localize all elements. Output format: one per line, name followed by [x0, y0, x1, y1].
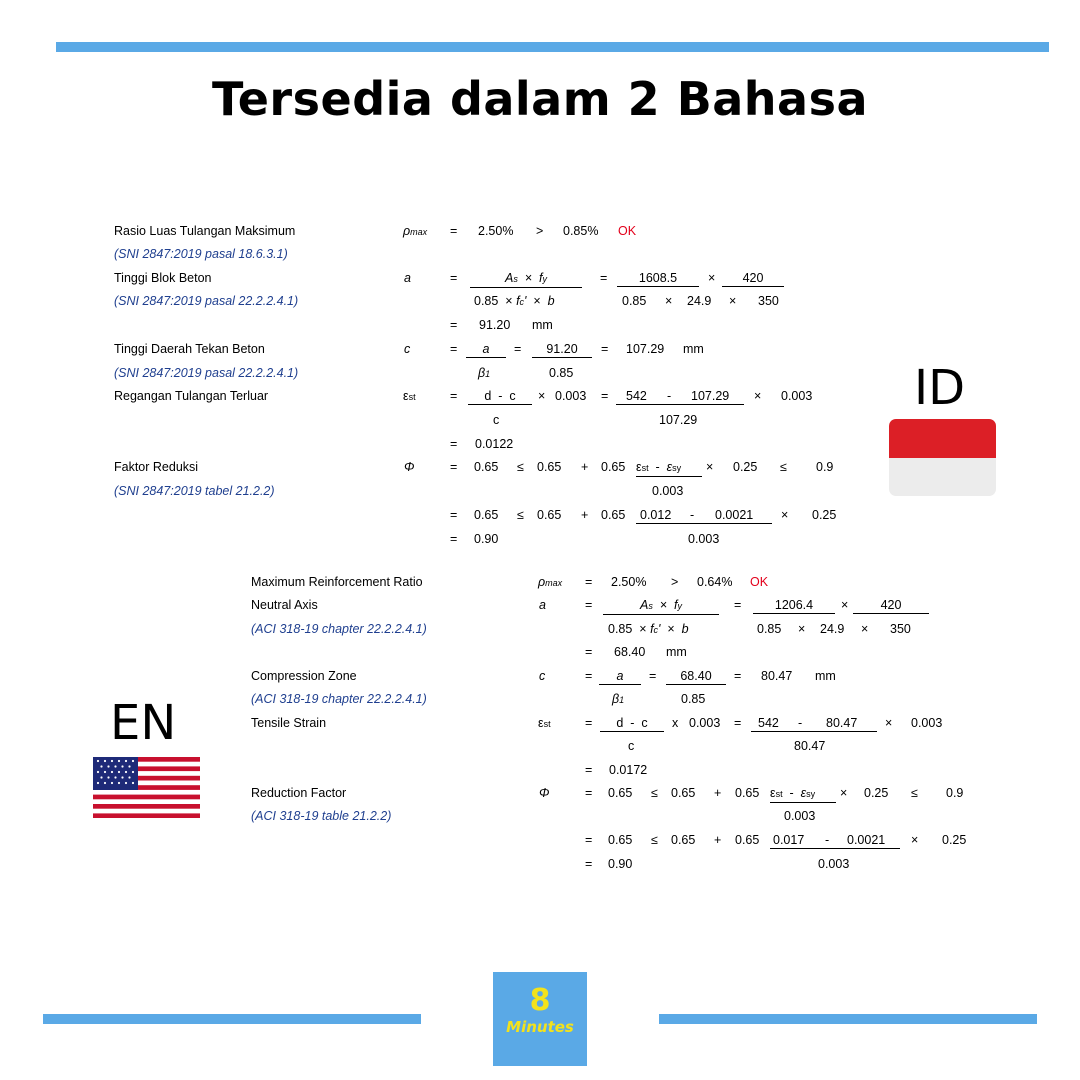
en-rho-compare: >: [671, 575, 679, 589]
leq-sign: ≤: [517, 508, 524, 522]
en-c-numerator: 68.40: [666, 669, 726, 685]
leq-sign: ≤: [517, 460, 524, 474]
en-phi-k: 0.25: [864, 786, 889, 800]
minus-sign: -: [690, 508, 695, 522]
bottom-divider-bar-right: [659, 1014, 1037, 1024]
en-e-denominator: 80.47: [794, 739, 826, 753]
equals-sign: =: [601, 342, 609, 356]
en-e-numerator-1: 542: [758, 716, 779, 730]
formula-a: a: [599, 669, 641, 685]
id-a-label: Tinggi Blok Beton: [114, 271, 212, 285]
equals-sign: =: [585, 669, 593, 683]
en-phi-k: 0.25: [942, 833, 967, 847]
en-a-result: 68.40: [614, 645, 646, 659]
formula-as-fy: As × fy: [470, 271, 582, 288]
times-sign: ×: [729, 294, 737, 308]
leq-sign: ≤: [780, 460, 787, 474]
id-e-denominator: 107.29: [659, 413, 698, 427]
id-a-result: 91.20: [479, 318, 511, 332]
id-rho-value: 2.50%: [478, 224, 514, 238]
en-phi-c: 0.65: [735, 833, 760, 847]
plus-sign: +: [581, 460, 589, 474]
en-e-numerator: [751, 716, 877, 732]
page-title: Tersedia dalam 2 Bahasa: [211, 72, 869, 126]
id-e-label: Regangan Tulangan Terluar: [114, 389, 269, 403]
id-rho-label: Rasio Luas Tulangan Maksimum: [114, 224, 296, 238]
unit-mm: mm: [666, 645, 687, 659]
en-phi-numerator-1: 0.017: [773, 833, 805, 847]
equals-sign: =: [585, 598, 593, 612]
en-phi-a: 0.65: [608, 786, 633, 800]
en-c-denominator: 0.85: [681, 692, 706, 706]
epsilon-st-symbol: εst: [538, 716, 551, 730]
equals-sign: =: [585, 786, 593, 800]
times-sign: ×: [708, 271, 716, 285]
equals-sign: =: [585, 857, 593, 871]
equals-sign: =: [450, 508, 458, 522]
id-e-numerator-1: 542: [626, 389, 647, 403]
id-phi-b: 0.65: [537, 508, 562, 522]
logo-number: 8: [529, 983, 551, 1018]
phi-symbol: Φ: [404, 460, 415, 474]
en-a-numerator-2: 420: [853, 598, 929, 614]
formula-c: c: [628, 739, 635, 753]
unit-mm: mm: [815, 669, 836, 683]
en-phi-result: 0.90: [608, 857, 633, 871]
id-rho-min: 0.85%: [563, 224, 599, 238]
times-sign: ×: [798, 622, 806, 636]
id-e-result: 0.0122: [475, 437, 514, 451]
equals-sign: =: [450, 460, 458, 474]
en-a-denominator-3: 350: [890, 622, 911, 636]
times-sign: ×: [911, 833, 919, 847]
id-phi-a: 0.65: [474, 508, 499, 522]
rho-max-symbol: ρmax: [538, 575, 563, 589]
times-sign: ×: [665, 294, 673, 308]
en-e-coefficient-2: 0.003: [911, 716, 943, 730]
en-phi-label: Reduction Factor: [251, 786, 347, 800]
equals-sign: =: [450, 271, 458, 285]
minus-sign: -: [667, 389, 672, 403]
id-phi-label: Faktor Reduksi: [114, 460, 199, 474]
id-a-reference: (SNI 2847:2019 pasal 22.2.2.4.1): [114, 294, 299, 308]
times-sign: ×: [754, 389, 762, 403]
id-rho-compare: >: [536, 224, 544, 238]
epsilon-st-symbol: εst: [403, 389, 416, 403]
a-symbol: a: [404, 271, 411, 285]
id-phi-numerator: [636, 508, 772, 524]
equals-sign: =: [450, 318, 458, 332]
id-c-numerator: 91.20: [532, 342, 592, 358]
equals-sign: =: [585, 833, 593, 847]
formula-a: a: [466, 342, 506, 358]
equals-sign: =: [601, 389, 609, 403]
id-e-numerator: [616, 389, 744, 405]
en-language-label: EN: [110, 695, 177, 751]
a-symbol: a: [539, 598, 546, 612]
plus-sign: +: [714, 786, 722, 800]
formula-denominator: 0.85 × fc' × b: [608, 622, 689, 636]
leq-sign: ≤: [651, 786, 658, 800]
id-phi-max: 0.9: [816, 460, 834, 474]
id-phi-result: 0.90: [474, 532, 499, 546]
phi-symbol: Φ: [539, 786, 550, 800]
id-a-denominator-3: 350: [758, 294, 779, 308]
id-rho-reference: (SNI 2847:2019 pasal 18.6.3.1): [114, 247, 288, 261]
equals-sign: =: [585, 763, 593, 777]
equals-sign: =: [585, 575, 593, 589]
equals-sign: =: [734, 598, 742, 612]
formula-epsilon-diff: εst - εsy: [636, 460, 702, 477]
unit-mm: mm: [532, 318, 553, 332]
en-c-reference: (ACI 318-19 chapter 22.2.2.4.1): [251, 692, 427, 706]
en-phi-a: 0.65: [608, 833, 633, 847]
id-phi-c: 0.65: [601, 508, 626, 522]
id-phi-denominator: 0.003: [688, 532, 720, 546]
top-divider-bar: [56, 42, 1049, 52]
id-a-denominator-1: 0.85: [622, 294, 647, 308]
en-phi-max: 0.9: [946, 786, 964, 800]
en-c-result: 80.47: [761, 669, 793, 683]
en-c-label: Compression Zone: [251, 669, 357, 683]
formula-c: c: [493, 413, 500, 427]
minus-sign: -: [825, 833, 830, 847]
en-phi-denominator: 0.003: [784, 809, 816, 823]
times-sign: x: [672, 716, 679, 730]
logo-word: Minutes: [506, 1018, 574, 1036]
usa-flag-icon: [93, 757, 200, 818]
id-phi-k: 0.25: [812, 508, 837, 522]
equals-sign: =: [450, 389, 458, 403]
en-e-coefficient: 0.003: [689, 716, 721, 730]
en-phi-b: 0.65: [671, 786, 696, 800]
id-a-denominator-2: 24.9: [687, 294, 712, 308]
id-a-numerator-1: 1608.5: [617, 271, 699, 287]
id-ok-badge: OK: [618, 224, 637, 238]
id-e-coefficient-2: 0.003: [781, 389, 813, 403]
en-a-denominator-2: 24.9: [820, 622, 845, 636]
id-e-numerator-2: 107.29: [691, 389, 730, 403]
unit-mm: mm: [683, 342, 704, 356]
id-phi-denominator: 0.003: [652, 484, 684, 498]
id-phi-a: 0.65: [474, 460, 499, 474]
8-minutes-logo: [493, 972, 587, 1066]
id-phi-k: 0.25: [733, 460, 758, 474]
en-e-label: Tensile Strain: [251, 716, 327, 730]
en-ok-badge: OK: [750, 575, 769, 589]
times-sign: ×: [706, 460, 714, 474]
id-phi-numerator-2: 0.0021: [715, 508, 754, 522]
c-symbol: c: [539, 669, 546, 683]
bottom-divider-bar-left: [43, 1014, 421, 1024]
rho-max-symbol: ρmax: [403, 224, 428, 238]
en-a-label: Neutral Axis: [251, 598, 318, 612]
plus-sign: +: [581, 508, 589, 522]
equals-sign: =: [649, 669, 657, 683]
equals-sign: =: [734, 669, 742, 683]
id-phi-c: 0.65: [601, 460, 626, 474]
formula-beta1: β1: [612, 692, 625, 706]
times-sign: ×: [885, 716, 893, 730]
plus-sign: +: [714, 833, 722, 847]
id-c-reference: (SNI 2847:2019 pasal 22.2.2.4.1): [114, 366, 299, 380]
equals-sign: =: [450, 532, 458, 546]
formula-denominator: 0.85 × fc' × b: [474, 294, 555, 308]
times-sign: ×: [538, 389, 546, 403]
id-phi-b: 0.65: [537, 460, 562, 474]
en-phi-b: 0.65: [671, 833, 696, 847]
times-sign: ×: [861, 622, 869, 636]
en-rho-value: 2.50%: [611, 575, 647, 589]
equals-sign: =: [585, 645, 593, 659]
id-c-result: 107.29: [626, 342, 665, 356]
leq-sign: ≤: [911, 786, 918, 800]
formula-d-minus-c: d - c: [468, 389, 532, 405]
en-phi-denominator: 0.003: [818, 857, 850, 871]
times-sign: ×: [781, 508, 789, 522]
equals-sign: =: [600, 271, 608, 285]
en-a-numerator-1: 1206.4: [753, 598, 835, 614]
en-phi-reference: (ACI 318-19 table 21.2.2): [251, 809, 392, 823]
id-e-coefficient: 0.003: [555, 389, 587, 403]
equals-sign: =: [514, 342, 522, 356]
formula-d-minus-c: d - c: [600, 716, 664, 732]
id-language-label: ID: [914, 360, 966, 416]
en-phi-numerator: [770, 833, 900, 849]
en-a-reference: (ACI 318-19 chapter 22.2.2.4.1): [251, 622, 427, 636]
id-a-numerator-2: 420: [722, 271, 784, 287]
c-symbol: c: [404, 342, 411, 356]
id-c-denominator: 0.85: [549, 366, 574, 380]
id-phi-reference: (SNI 2847:2019 tabel 21.2.2): [114, 484, 275, 498]
indonesia-flag-icon: [889, 419, 996, 496]
id-phi-numerator-1: 0.012: [640, 508, 672, 522]
en-a-denominator-1: 0.85: [757, 622, 782, 636]
equals-sign: =: [585, 716, 593, 730]
equals-sign: =: [450, 342, 458, 356]
formula-as-fy: As × fy: [603, 598, 719, 615]
times-sign: ×: [840, 786, 848, 800]
en-e-result: 0.0172: [609, 763, 648, 777]
equals-sign: =: [450, 437, 458, 451]
times-sign: ×: [841, 598, 849, 612]
equals-sign: =: [734, 716, 742, 730]
en-e-numerator-2: 80.47: [826, 716, 858, 730]
equals-sign: =: [450, 224, 458, 238]
formula-epsilon-diff: εst - εsy: [770, 786, 836, 803]
en-rho-label: Maximum Reinforcement Ratio: [251, 575, 423, 589]
en-phi-c: 0.65: [735, 786, 760, 800]
leq-sign: ≤: [651, 833, 658, 847]
formula-beta1: β1: [478, 366, 491, 380]
en-rho-min: 0.64%: [697, 575, 733, 589]
id-c-label: Tinggi Daerah Tekan Beton: [114, 342, 265, 356]
en-phi-numerator-2: 0.0021: [847, 833, 886, 847]
minus-sign: -: [798, 716, 803, 730]
